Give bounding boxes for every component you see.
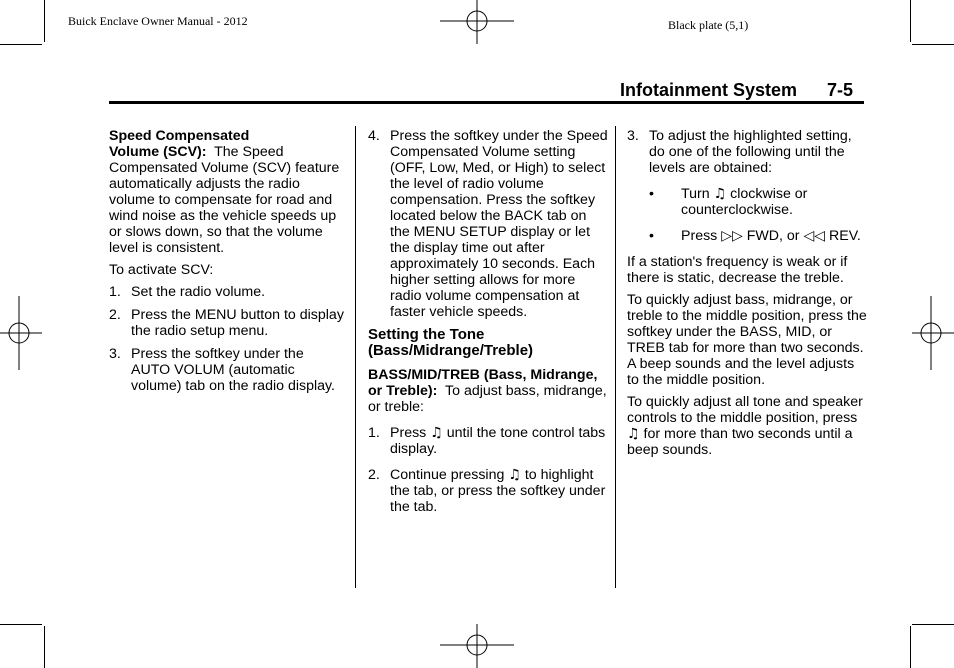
list-item <box>109 346 345 394</box>
crop-mark <box>0 624 42 625</box>
step-number: 3. <box>627 128 639 144</box>
tune-note-icon: ♫ <box>430 425 443 441</box>
step-number: 1. <box>368 425 380 441</box>
step-text: until the tone control tabs display. <box>390 425 606 457</box>
plate-label: Black plate (5,1) <box>668 18 749 32</box>
bmt-text: To adjust bass, midrange, or treble: <box>368 383 607 415</box>
bullet-text: Turn <box>681 186 710 202</box>
tune-note-icon: ♫ <box>713 186 727 202</box>
tone-heading: Setting the Tone (Bass/Midrange/Treble) <box>368 326 534 359</box>
step-text: Press the softkey under the Speed Compensated Volume setting (OFF, Low, Med, or High) to select the level of radio volume compensation. Press the softkey located below the BACK tab on the MENU SETUP display or let the display time out after approximately 10 seconds. Each higher setting allows for more radio volume compensation at faster vehicle speeds. <box>390 128 608 320</box>
paragraph-text: for more than two seconds until a beep sounds. <box>627 426 853 458</box>
step-number: 2. <box>368 467 380 483</box>
bullet: • <box>649 186 654 202</box>
bullet-text: REV. <box>828 228 861 244</box>
list-item <box>627 128 867 176</box>
registration-mark-bottom <box>440 624 514 668</box>
column-divider <box>615 126 616 588</box>
crop-mark <box>912 44 954 45</box>
crop-mark <box>44 626 45 668</box>
list-item <box>368 467 608 515</box>
seek-forward-icon: ▷▷ <box>721 228 743 244</box>
bullet-item <box>627 228 867 244</box>
tune-note-icon: ♫ <box>627 426 640 442</box>
list-item <box>368 128 608 320</box>
scv-heading-line1: Speed Compensated <box>109 128 250 144</box>
bullet-text: clockwise or counterclockwise. <box>681 186 808 218</box>
scv-text: The Speed Compensated Volume (SCV) feature automatically adjusts the radio volume to compensate for road and wind noise as the vehicle speeds up or slows down, so that the volume level is consistent. <box>109 144 340 256</box>
crop-mark <box>0 44 42 45</box>
list-item <box>109 284 345 300</box>
paragraph-text: To quickly adjust all tone and speaker controls to the middle position, press <box>627 394 863 426</box>
crop-mark <box>912 624 954 625</box>
step-text: Press the softkey under the AUTO VOLUM (automatic volume) tab on the radio display. <box>131 346 335 394</box>
scv-heading-line2: Volume (SCV): <box>109 144 207 160</box>
tune-note-icon: ♫ <box>508 467 521 483</box>
crop-mark <box>44 0 45 42</box>
static-paragraph: If a station's frequency is weak or if there is static, decrease the treble. <box>627 254 848 286</box>
section-title: Infotainment System <box>620 80 798 100</box>
bmt-paragraph <box>368 367 608 415</box>
step-text: Press the MENU button to display the radio setup menu. <box>131 307 344 339</box>
bmt-label: BASS/MID/TREB (Bass, Midrange, or Treble): <box>368 367 598 399</box>
registration-mark-top <box>440 0 514 44</box>
step-text: Set the radio volume. <box>131 284 266 300</box>
step-text: to highlight the tab, or press the softkey under the tab. <box>390 467 606 515</box>
step-text: Continue pressing <box>390 467 505 483</box>
activate-text: To activate SCV: <box>109 262 214 278</box>
step-number: 4. <box>368 128 380 144</box>
column-3 <box>627 128 867 464</box>
registration-mark-right <box>912 296 954 370</box>
crop-mark <box>910 626 911 668</box>
step-text: Press <box>390 425 427 441</box>
all-tone-paragraph <box>627 394 867 458</box>
page-number: 7-5 <box>827 80 854 100</box>
column-divider <box>355 126 356 588</box>
header-rule <box>109 101 864 104</box>
bullet-text: Press <box>681 228 718 244</box>
step-text: To adjust the highlighted setting, do one of the following until the levels are obtained: <box>649 128 852 176</box>
column-1 <box>109 128 345 401</box>
step-number: 2. <box>109 307 121 323</box>
registration-mark-left <box>0 296 42 370</box>
document-title: Buick Enclave Owner Manual - 2012 <box>68 14 248 28</box>
seek-reverse-icon: ◁◁ <box>803 228 826 244</box>
step-number: 1. <box>109 284 121 300</box>
column-2 <box>368 128 608 522</box>
list-item <box>109 307 345 339</box>
middle-paragraph: To quickly adjust bass, midrange, or treble to the middle position, press the softkey under the BASS, MID, or TREB tab for more than two seconds. A beep sounds and the level adjusts to the middle position. <box>627 292 867 388</box>
crop-mark <box>910 0 911 42</box>
list-item <box>368 425 608 457</box>
scv-paragraph <box>109 128 345 256</box>
bullet: • <box>649 228 654 244</box>
section-header <box>620 80 853 101</box>
bullet-item <box>627 186 867 218</box>
step-number: 3. <box>109 346 121 362</box>
bullet-text: FWD, or <box>746 228 800 244</box>
